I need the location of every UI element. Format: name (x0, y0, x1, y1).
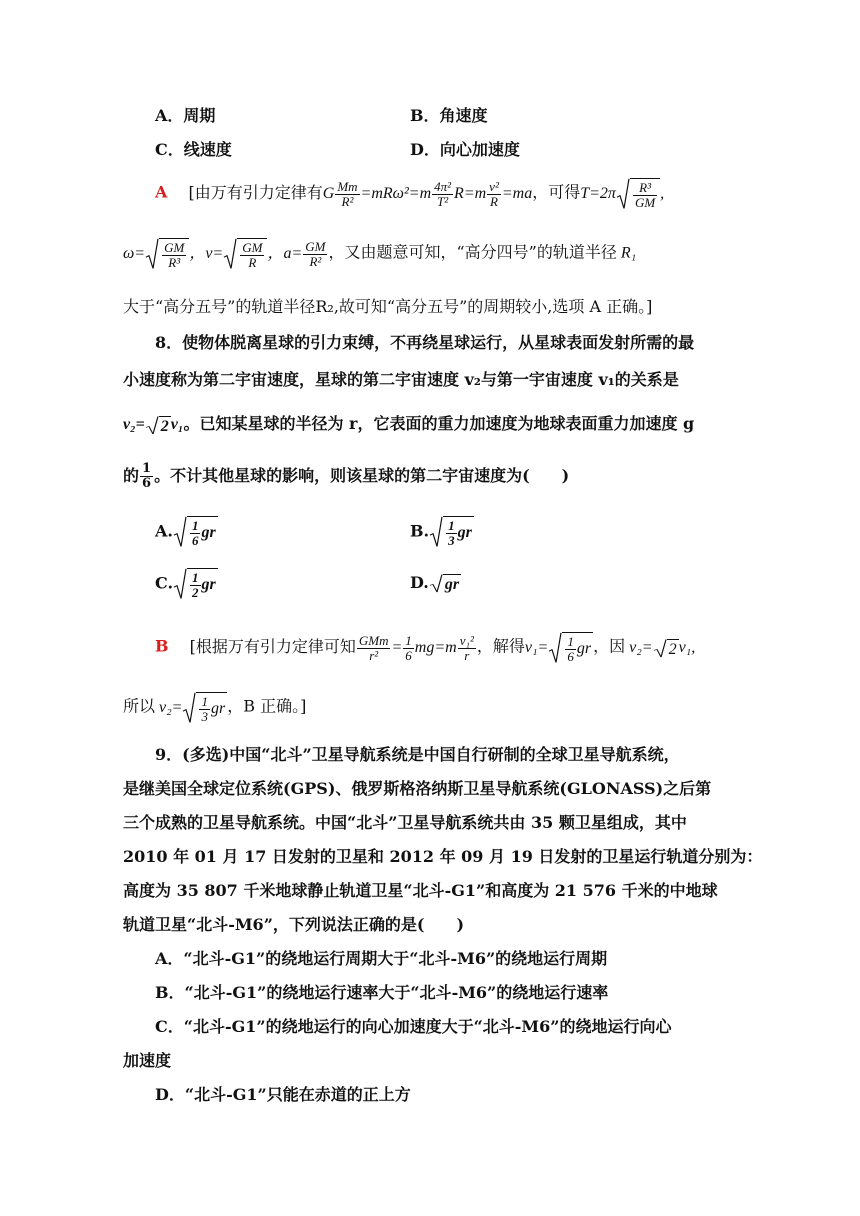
q7-answer-tail2: ，又由题意可知，“高分四号”的轨道半径 (328, 242, 617, 262)
q8-line4-tail: 。不计其他星球的影响，则该星球的第二宇宙速度为( ) (154, 466, 570, 485)
q9-option-c-line2: 加速度 (123, 1051, 172, 1070)
q7-answer-tail1: ，可得 (532, 182, 581, 202)
q7-formula-period: T=2π $\frac{\text{R³}}{GM}$ , (580, 180, 665, 210)
q9-line5: 高度为 35 807 千米地球静止轨道卫星“北斗-G1”和高度为 21 576 千米的中地球 (123, 881, 718, 900)
q8-answer-line2: 所以 v₂= $\frac{1}{3}$ gr ，B 正确。] (123, 694, 307, 724)
q8-line2: 小速度称为第二宇宙速度，星球的第二宇宙速度 v₂与第一宇宙速度 v₁的关系是 (123, 370, 679, 389)
q8-option-b: B. $\frac{1}{3}$ gr (410, 518, 472, 548)
q7-answer-intro: [由万有引力定律有 (188, 182, 323, 202)
q8-answer-letter: B (155, 636, 169, 656)
q9-option-d: D．“北斗-G1”只能在赤道的正上方 (155, 1085, 411, 1104)
q8-line4: 的 $\frac{1}{6}$ 。不计其他星球的影响，则该星球的第二宇宙速度为( ) (123, 461, 570, 491)
q9-line4: 2010 年 01 月 17 日发射的卫星和 2012 年 09 月 19 日发射的卫星运行轨道分别为： (123, 847, 763, 866)
q8-line1: 8．使物体脱离星球的引力束缚，不再绕星球运行，从星球表面发射所需的最 (155, 333, 695, 352)
q8-option-d: D. gr (410, 573, 460, 593)
q9-option-a: A．“北斗-G1”的绕地运行周期大于“北斗-M6”的绕地运行周期 (155, 949, 608, 968)
q9-option-c-line1: C．“北斗-G1”的绕地运行的向心加速度大于“北斗-M6”的绕地运行向心 (155, 1017, 672, 1036)
q7-answer-line1 (155, 178, 664, 210)
q9-option-b: B．“北斗-G1”的绕地运行速率大于“北斗-M6”的绕地运行速率 (155, 983, 609, 1002)
q7-formula-gravity: G $\frac{Mm}{\text{R²}}$ =mRω²=m $\frac{\text{4π²}}{\text{T²}}$ R=m $\frac{\text{v²}}{R}$ =ma (322, 178, 533, 209)
q7-option-a: A．周期 (155, 106, 216, 125)
q8-answer-line1: B [根据万有引力定律可知 $\frac{\text{GMm}}{\text{r²}}$ = $\frac{1}{6}$ mg=m $\frac{\text{v₁²}}{r}$ ，解得v₁= $\frac{1}{6}$ gr ，因 v₂= 2 v₁, (155, 632, 696, 664)
q8-option-c: C. $\frac{1}{2}$ gr (155, 570, 216, 600)
q7-option-b: B．角速度 (410, 106, 488, 125)
q7-answer-line3: 大于“高分五号”的轨道半径R₂,故可知“高分五号”的周期较小,选项 A 正确。] (123, 297, 653, 316)
q8-option-a: A. $\frac{1}{6}$ gr (155, 518, 216, 548)
q9-line3: 三个成熟的卫星导航系统。中国“北斗”卫星导航系统共由 35 颗卫星组成，其中 (123, 813, 687, 832)
q7-answer-letter: A (155, 182, 168, 202)
q7-formula-omega: ω= $\frac{GM}{\text{R³}}$ ，v= $\frac{GM}{R}$ ，a= $\frac{GM}{\text{R²}}$ (123, 238, 326, 270)
q8-line3 (123, 416, 694, 435)
q7-option-d: D．向心加速度 (410, 140, 520, 159)
q9-line1: 9．(多选)中国“北斗”卫星导航系统是中国自行研制的全球卫星导航系统， (155, 745, 680, 764)
q7-option-c: C．线速度 (155, 140, 232, 159)
q8-line3-tail: 。已知某星球的半径为 r，它表面的重力加速度为地球表面重力加速度 g (183, 414, 695, 434)
q7-answer-line2: ω= $\frac{GM}{\text{R³}}$ ，v= $\frac{GM}{R}$ ，a= $\frac{GM}{\text{R²}}$ ，又由题意可知，“高分四号”的轨道半径 R₁ (123, 238, 637, 270)
q9-line2: 是继美国全球定位系统(GPS)、俄罗斯格洛纳斯卫星导航系统(GLONASS)之后第 (123, 779, 712, 798)
q9-line6: 轨道卫星“北斗-M6”，下列说法正确的是( ) (123, 915, 465, 934)
q8-formula-relation: v₂= 2 v₁ (123, 416, 184, 435)
